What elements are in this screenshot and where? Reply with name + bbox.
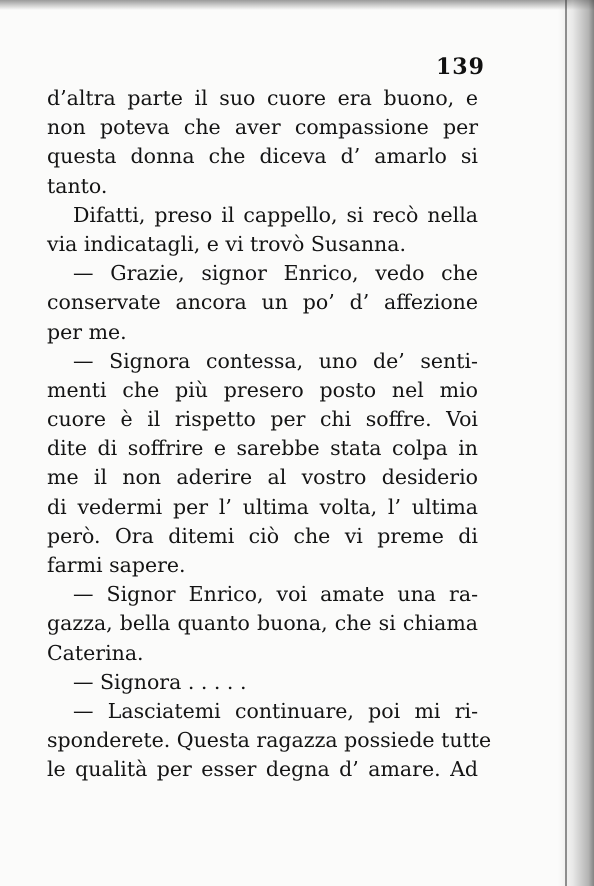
text-line: — Signor Enrico, voi amate una ra- <box>73 582 478 607</box>
text-line: farmi sapere. <box>47 553 186 577</box>
text-line: non poteva che aver compassione per <box>47 115 478 140</box>
text-line: gazza, bella quanto buona, che si chiama <box>47 611 478 636</box>
page-binding-line <box>565 0 567 886</box>
text-line: tanto. <box>47 173 108 198</box>
text-line: questa donna che diceva d’ amarlo si <box>47 144 478 169</box>
text-line: di vedermi per l’ ultima volta, l’ ultima <box>47 494 478 519</box>
text-line: — Signora contessa, uno de’ senti- <box>73 348 478 373</box>
body-text <box>47 84 492 785</box>
text-line: sponderete. Questa ragazza possiede tutte <box>47 728 492 753</box>
text-line: dite di soffrire e sarebbe stata colpa in <box>47 436 478 461</box>
text-line: cuore è il rispetto per chi soffre. Voi <box>47 407 478 432</box>
text-line: Difatti, preso il cappello, si recò nella <box>73 202 478 227</box>
text-line: per me. <box>47 319 127 344</box>
text-line: però. Ora ditemi ciò che vi preme di <box>47 523 478 548</box>
text-line: — Lasciatemi continuare, poi mi ri- <box>73 698 478 723</box>
text-line: via indicatagli, e vi trovò Susanna. <box>47 231 407 256</box>
text-line: le qualità per esser degna d’ amare. Ad <box>47 757 478 782</box>
text-line: menti che più presero posto nel mio <box>47 377 478 402</box>
text-line: Caterina. <box>47 640 144 665</box>
page-top-shadow <box>0 0 594 10</box>
page-number: 139 <box>436 54 485 80</box>
page-right-edge-shadow <box>558 0 594 886</box>
text-line: d’altra parte il suo cuore era buono, e <box>47 86 478 110</box>
text-line: me il non aderire al vostro desiderio <box>47 465 478 490</box>
text-line: — Signora . . . . . <box>73 669 247 694</box>
text-line: conservate ancora un po’ d’ affezione <box>47 290 478 315</box>
text-line: — Grazie, signor Enrico, vedo che <box>73 261 478 286</box>
